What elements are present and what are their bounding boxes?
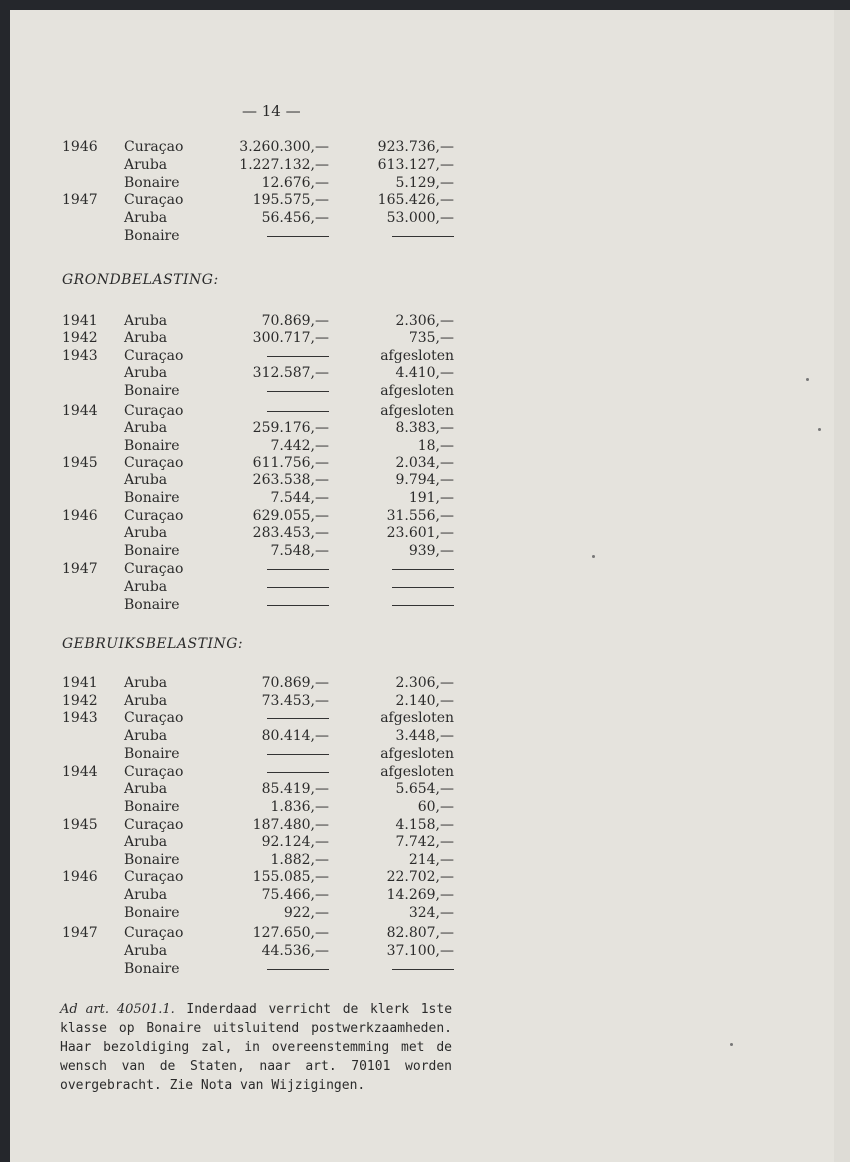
table-row: [10, 709, 834, 727]
table-row: [10, 596, 834, 614]
section-heading: GRONDBELASTING:: [62, 272, 219, 288]
row-amount-a: [267, 578, 329, 596]
table-row: [10, 382, 834, 400]
row-amount-a: 1.882,—: [270, 852, 329, 868]
table-row: [10, 191, 834, 209]
row-place: Curaçao: [124, 561, 184, 577]
table-row: [10, 851, 834, 869]
speck: [730, 1043, 733, 1046]
row-amount-a: [267, 960, 329, 978]
row-place: Bonaire: [124, 799, 180, 815]
document-page: [10, 10, 834, 1162]
table-row: [10, 833, 834, 851]
row-place: Bonaire: [124, 543, 180, 559]
row-place: Aruba: [124, 313, 168, 329]
blank-dash-line: [392, 605, 454, 606]
row-amount-b: 31.556,—: [386, 508, 454, 524]
table-row: [10, 942, 834, 960]
row-amount-b: [392, 960, 454, 978]
row-place: Aruba: [124, 834, 168, 850]
row-amount-b: afgesloten: [380, 383, 454, 399]
row-amount-a: 263.538,—: [252, 472, 329, 488]
row-amount-a: 80.414,—: [261, 728, 329, 744]
row-amount-a: 7.442,—: [270, 438, 329, 454]
blank-dash-line: [267, 772, 329, 773]
blank-dash-line: [267, 411, 329, 412]
row-place: Aruba: [124, 728, 168, 744]
row-amount-b: 3.448,—: [395, 728, 454, 744]
table-row: [10, 674, 834, 692]
row-year: 1945: [62, 455, 98, 471]
table-row: [10, 960, 834, 978]
row-place: Aruba: [124, 943, 168, 959]
row-place: Bonaire: [124, 852, 180, 868]
row-place: Aruba: [124, 675, 168, 691]
table-row: [10, 489, 834, 507]
blank-dash-line: [267, 969, 329, 970]
row-place: Curaçao: [124, 925, 184, 941]
row-amount-a: [267, 596, 329, 614]
row-place: Aruba: [124, 693, 168, 709]
row-amount-a: 44.536,—: [261, 943, 329, 959]
blank-dash-line: [392, 236, 454, 237]
table-row: [10, 437, 834, 455]
table-row: [10, 364, 834, 382]
row-amount-b: afgesloten: [380, 348, 454, 364]
row-year: 1944: [62, 403, 98, 419]
blank-dash-line: [267, 754, 329, 755]
row-amount-b: [392, 227, 454, 245]
row-amount-b: afgesloten: [380, 710, 454, 726]
row-amount-b: 7.742,—: [395, 834, 454, 850]
row-amount-b: 191,—: [408, 490, 454, 506]
row-amount-a: [267, 402, 329, 420]
row-amount-a: 127.650,—: [252, 925, 329, 941]
row-amount-a: [267, 560, 329, 578]
row-amount-b: [392, 560, 454, 578]
row-place: Aruba: [124, 157, 168, 173]
row-amount-b: 23.601,—: [386, 525, 454, 541]
row-place: Aruba: [124, 579, 168, 595]
blank-dash-line: [267, 605, 329, 606]
row-place: Bonaire: [124, 905, 180, 921]
row-amount-a: 3.260.300,—: [239, 139, 329, 155]
table-row: [10, 745, 834, 763]
row-amount-a: 611.756,—: [252, 455, 329, 471]
row-amount-b: [392, 596, 454, 614]
row-year: 1946: [62, 869, 98, 885]
row-amount-a: 7.544,—: [270, 490, 329, 506]
section-heading: GEBRUIKSBELASTING:: [62, 636, 244, 652]
blank-dash-line: [392, 969, 454, 970]
table-row: [10, 578, 834, 596]
row-amount-b: 2.306,—: [395, 313, 454, 329]
table-row: [10, 329, 834, 347]
row-year: 1942: [62, 330, 98, 346]
row-amount-a: 155.085,—: [252, 869, 329, 885]
row-amount-a: 1.836,—: [270, 799, 329, 815]
row-amount-a: 73.453,—: [261, 693, 329, 709]
row-amount-a: 70.869,—: [261, 313, 329, 329]
table-row: [10, 692, 834, 710]
row-place: Curaçao: [124, 710, 184, 726]
row-place: Aruba: [124, 330, 168, 346]
row-year: 1947: [62, 561, 98, 577]
row-amount-a: 70.869,—: [261, 675, 329, 691]
table-row: [10, 763, 834, 781]
row-amount-b: 2.140,—: [395, 693, 454, 709]
blank-dash-line: [267, 569, 329, 570]
row-amount-a: 7.548,—: [270, 543, 329, 559]
table-row: [10, 454, 834, 472]
row-amount-a: 922,—: [283, 905, 329, 921]
paragraph-text: Inderdaad verricht de klerk 1ste klasse op Bonaire uitsluitend postwerkzaamheden. Haar bezoldiging zal, in overeenstemming met de wensch van de Staten, naar art. 70101 worden overgebracht. Zie Nota van Wijzigingen.: [60, 1002, 453, 1093]
row-year: 1947: [62, 192, 98, 208]
table-row: [10, 419, 834, 437]
row-amount-b: 37.100,—: [386, 943, 454, 959]
row-amount-a: 195.575,—: [252, 192, 329, 208]
table-row: [10, 868, 834, 886]
paragraph-lead: Ad art. 40501.1.: [60, 1002, 175, 1017]
row-amount-b: 939,—: [408, 543, 454, 559]
row-year: 1946: [62, 508, 98, 524]
table-row: [10, 924, 834, 942]
row-amount-a: 56.456,—: [261, 210, 329, 226]
row-place: Curaçao: [124, 508, 184, 524]
row-amount-a: 12.676,—: [261, 175, 329, 191]
blank-dash-line: [267, 718, 329, 719]
table-row: [10, 560, 834, 578]
row-place: Curaçao: [124, 764, 184, 780]
table-row: [10, 471, 834, 489]
row-amount-b: afgesloten: [380, 746, 454, 762]
table-row: [10, 816, 834, 834]
table-row: [10, 227, 834, 245]
row-amount-a: [267, 227, 329, 245]
row-place: Aruba: [124, 420, 168, 436]
table-row: [10, 347, 834, 365]
table-row: [10, 904, 834, 922]
row-amount-b: 14.269,—: [386, 887, 454, 903]
row-amount-b: 53.000,—: [386, 210, 454, 226]
row-amount-a: 300.717,—: [252, 330, 329, 346]
row-year: 1946: [62, 139, 98, 155]
table-row: [10, 524, 834, 542]
row-amount-a: 629.055,—: [252, 508, 329, 524]
row-place: Bonaire: [124, 490, 180, 506]
row-amount-b: 5.654,—: [395, 781, 454, 797]
row-amount-b: 22.702,—: [386, 869, 454, 885]
row-amount-b: 5.129,—: [395, 175, 454, 191]
row-amount-b: 9.794,—: [395, 472, 454, 488]
table-row: [10, 780, 834, 798]
row-amount-b: 4.158,—: [395, 817, 454, 833]
row-amount-a: [267, 347, 329, 365]
row-amount-a: [267, 382, 329, 400]
row-amount-a: 92.124,—: [261, 834, 329, 850]
row-amount-b: 60,—: [417, 799, 454, 815]
table-row: [10, 507, 834, 525]
row-place: Bonaire: [124, 597, 180, 613]
speck: [806, 378, 809, 381]
table-row: [10, 402, 834, 420]
row-place: Curaçao: [124, 817, 184, 833]
row-amount-a: [267, 745, 329, 763]
row-amount-a: 75.466,—: [261, 887, 329, 903]
row-place: Aruba: [124, 210, 168, 226]
row-year: 1943: [62, 348, 98, 364]
row-amount-b: 82.807,—: [386, 925, 454, 941]
row-amount-b: 2.306,—: [395, 675, 454, 691]
row-place: Bonaire: [124, 746, 180, 762]
row-year: 1944: [62, 764, 98, 780]
row-amount-a: 312.587,—: [252, 365, 329, 381]
row-amount-b: afgesloten: [380, 403, 454, 419]
row-amount-a: [267, 763, 329, 781]
blank-dash-line: [267, 587, 329, 588]
blank-dash-line: [392, 587, 454, 588]
row-amount-b: 324,—: [408, 905, 454, 921]
row-year: 1941: [62, 675, 98, 691]
table-row: [10, 138, 834, 156]
row-amount-b: [392, 578, 454, 596]
row-amount-a: 187.480,—: [252, 817, 329, 833]
footnote-paragraph: [60, 1000, 452, 1095]
blank-dash-line: [267, 391, 329, 392]
blank-dash-line: [392, 569, 454, 570]
row-place: Aruba: [124, 365, 168, 381]
page-number: — 14 —: [242, 102, 301, 120]
table-row: [10, 156, 834, 174]
row-amount-b: 4.410,—: [395, 365, 454, 381]
row-place: Aruba: [124, 472, 168, 488]
page-edge: [834, 10, 850, 1162]
row-place: Curaçao: [124, 403, 184, 419]
table-row: [10, 174, 834, 192]
speck: [592, 555, 595, 558]
row-amount-b: afgesloten: [380, 764, 454, 780]
row-amount-b: 18,—: [417, 438, 454, 454]
speck: [818, 428, 821, 431]
row-place: Curaçao: [124, 348, 184, 364]
row-place: Bonaire: [124, 961, 180, 977]
row-year: 1942: [62, 693, 98, 709]
table-row: [10, 312, 834, 330]
row-amount-a: 283.453,—: [252, 525, 329, 541]
blank-dash-line: [267, 236, 329, 237]
row-place: Curaçao: [124, 192, 184, 208]
row-amount-a: 259.176,—: [252, 420, 329, 436]
row-amount-b: 214,—: [408, 852, 454, 868]
row-amount-b: 735,—: [408, 330, 454, 346]
row-year: 1943: [62, 710, 98, 726]
row-amount-b: 2.034,—: [395, 455, 454, 471]
blank-dash-line: [267, 356, 329, 357]
row-amount-a: 85.419,—: [261, 781, 329, 797]
row-place: Aruba: [124, 781, 168, 797]
row-amount-b: 165.426,—: [377, 192, 454, 208]
row-place: Aruba: [124, 887, 168, 903]
row-place: Curaçao: [124, 455, 184, 471]
row-place: Bonaire: [124, 175, 180, 191]
row-place: Bonaire: [124, 438, 180, 454]
table-row: [10, 798, 834, 816]
row-place: Curaçao: [124, 139, 184, 155]
table-row: [10, 727, 834, 745]
row-place: Aruba: [124, 525, 168, 541]
table-row: [10, 886, 834, 904]
row-place: Bonaire: [124, 228, 180, 244]
row-year: 1945: [62, 817, 98, 833]
row-amount-a: [267, 709, 329, 727]
row-place: Bonaire: [124, 383, 180, 399]
table-row: [10, 542, 834, 560]
row-year: 1947: [62, 925, 98, 941]
row-amount-b: 8.383,—: [395, 420, 454, 436]
table-row: [10, 209, 834, 227]
row-amount-b: 923.736,—: [377, 139, 454, 155]
row-year: 1941: [62, 313, 98, 329]
row-place: Curaçao: [124, 869, 184, 885]
row-amount-a: 1.227.132,—: [239, 157, 329, 173]
row-amount-b: 613.127,—: [377, 157, 454, 173]
